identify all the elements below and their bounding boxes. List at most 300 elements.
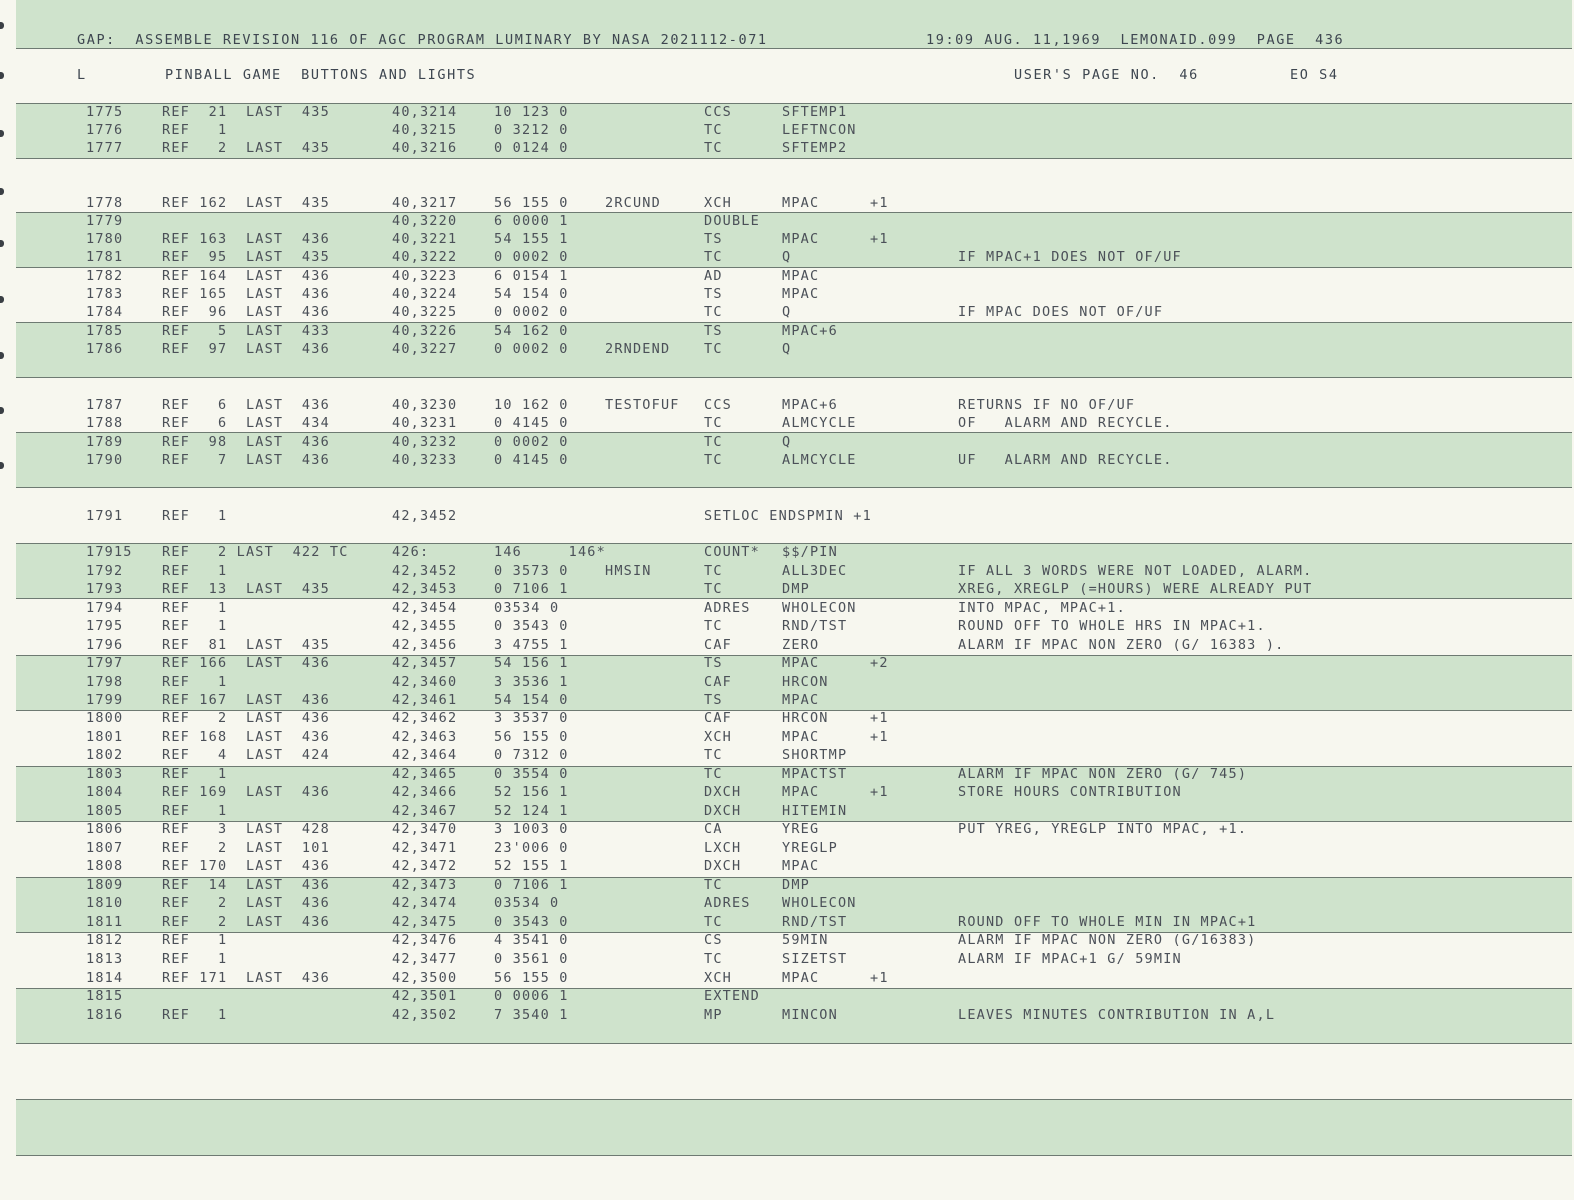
rule <box>16 1099 1572 1100</box>
object-code: 54 155 1 <box>494 231 569 247</box>
opcode: TC <box>704 434 723 450</box>
object-code: 54 156 1 <box>494 655 569 671</box>
source-comment: ALARM IF MPAC NON ZERO (G/ 745) <box>958 766 1248 782</box>
memory-address: 42,3472 <box>392 858 458 874</box>
opcode: DOUBLE <box>704 213 760 229</box>
opcode: TC <box>704 122 723 138</box>
cross-reference: REF 165 LAST 436 <box>162 286 330 302</box>
operand: Q <box>782 304 792 320</box>
memory-address: 42,3501 <box>392 988 458 1004</box>
cross-reference: REF 2 LAST 422 TC <box>162 544 349 560</box>
source-comment: ROUND OFF TO WHOLE MIN IN MPAC+1 <box>958 914 1257 930</box>
line-number: 1803 <box>86 766 124 782</box>
line-number: 1808 <box>86 858 124 874</box>
listing-row <box>0 323 1574 341</box>
listing-row <box>0 286 1574 304</box>
operand: HITEMIN <box>782 803 848 819</box>
object-code: 0 4145 0 <box>494 415 569 431</box>
object-code: 0 7106 1 <box>494 581 569 597</box>
line-number: 1779 <box>86 213 124 229</box>
source-comment: ROUND OFF TO WHOLE HRS IN MPAC+1. <box>958 618 1266 634</box>
source-comment: INTO MPAC, MPAC+1. <box>958 600 1126 616</box>
listing-header-title: GAP: ASSEMBLE REVISION 116 OF AGC PROGRAM LUMINARY BY NASA 2021112-071 <box>77 32 768 48</box>
operand: MINCON <box>782 1007 838 1023</box>
line-number: 17915 <box>86 544 133 560</box>
opcode: TC <box>704 563 723 579</box>
line-number: 1805 <box>86 803 124 819</box>
rule <box>16 1043 1572 1044</box>
operand: MPAC <box>782 195 820 211</box>
listing-row <box>0 932 1574 950</box>
object-code: 54 154 0 <box>494 692 569 708</box>
memory-address: 40,3224 <box>392 286 458 302</box>
opcode: TC <box>704 415 723 431</box>
listing-row <box>0 618 1574 636</box>
line-number: 1804 <box>86 784 124 800</box>
line-number: 1793 <box>86 581 124 597</box>
operand: MPAC <box>782 655 820 671</box>
line-number: 1781 <box>86 249 124 265</box>
memory-address: 42,3474 <box>392 895 458 911</box>
line-number: 1797 <box>86 655 124 671</box>
line-number: 1802 <box>86 747 124 763</box>
operand: MPAC+6 <box>782 397 838 413</box>
operand-offset: +1 <box>870 729 889 745</box>
listing-row <box>0 914 1574 932</box>
listing-row <box>0 747 1574 765</box>
operand: RND/TST <box>782 914 848 930</box>
object-code: 23'006 0 <box>494 840 569 856</box>
operand: HRCON <box>782 710 829 726</box>
memory-address: 42,3457 <box>392 655 458 671</box>
listing-row <box>0 581 1574 599</box>
listing-row <box>0 710 1574 728</box>
cross-reference: REF 1 <box>162 951 228 967</box>
opcode: TS <box>704 231 723 247</box>
source-comment: RETURNS IF NO OF/UF <box>958 397 1136 413</box>
memory-address: 42,3452 <box>392 563 458 579</box>
object-code: 4 3541 0 <box>494 932 569 948</box>
opcode: TC <box>704 249 723 265</box>
operand: SHORTMP <box>782 747 848 763</box>
listing-row <box>0 858 1574 876</box>
source-comment: ALARM IF MPAC+1 G/ 59MIN <box>958 951 1182 967</box>
memory-address: 40,3231 <box>392 415 458 431</box>
listing-row <box>0 821 1574 839</box>
object-code: 0 3543 0 <box>494 618 569 634</box>
memory-address: 40,3222 <box>392 249 458 265</box>
cross-reference: REF 1 <box>162 766 228 782</box>
line-number: 1780 <box>86 231 124 247</box>
memory-address: 42,3465 <box>392 766 458 782</box>
memory-address: 40,3225 <box>392 304 458 320</box>
opcode: ADRES <box>704 895 751 911</box>
operand: YREGLP <box>782 840 838 856</box>
cross-reference: REF 6 LAST 434 <box>162 415 330 431</box>
rule <box>16 48 1572 49</box>
memory-address: 42,3464 <box>392 747 458 763</box>
object-code: 0 3212 0 <box>494 122 569 138</box>
cross-reference: REF 1 <box>162 618 228 634</box>
feed-hole-mark <box>0 72 4 79</box>
operand: DMP <box>782 581 810 597</box>
line-number: 1798 <box>86 674 124 690</box>
object-code: 3 3537 0 <box>494 710 569 726</box>
opcode: TS <box>704 655 723 671</box>
listing-row <box>0 140 1574 158</box>
memory-address: 40,3230 <box>392 397 458 413</box>
object-code: 52 124 1 <box>494 803 569 819</box>
listing-row <box>0 452 1574 470</box>
rule <box>16 487 1572 488</box>
line-number: 1800 <box>86 710 124 726</box>
cross-reference: REF 13 LAST 435 <box>162 581 330 597</box>
listing-row <box>0 231 1574 249</box>
operand: MPAC <box>782 784 820 800</box>
cross-reference: REF 1 <box>162 674 228 690</box>
object-code: 0 0006 1 <box>494 988 569 1004</box>
listing-header-timestamp: 19:09 AUG. 11,1969 LEMONAID.099 PAGE 436 <box>926 32 1345 48</box>
source-label: HMSIN <box>605 563 652 579</box>
source-comment: IF MPAC+1 DOES NOT OF/UF <box>958 249 1182 265</box>
cross-reference: REF 98 LAST 436 <box>162 434 330 450</box>
opcode: XCH <box>704 195 732 211</box>
opcode: TC <box>704 914 723 930</box>
source-comment: ALARM IF MPAC NON ZERO (G/16383) <box>958 932 1257 948</box>
object-code: 3 4755 1 <box>494 637 569 653</box>
operand-offset: +1 <box>870 231 889 247</box>
line-number: 1777 <box>86 140 124 156</box>
listing-section-title: PINBALL GAME BUTTONS AND LIGHTS <box>165 67 477 83</box>
source-label: 2RNDEND <box>605 341 671 357</box>
operand: MPAC <box>782 286 820 302</box>
listing-row <box>0 122 1574 140</box>
memory-address: 42,3466 <box>392 784 458 800</box>
object-code: 0 3573 0 <box>494 563 569 579</box>
operand-offset: +1 <box>870 710 889 726</box>
line-number: 1787 <box>86 397 124 413</box>
operand: ZERO <box>782 637 820 653</box>
line-number: 1815 <box>86 988 124 1004</box>
listing-row <box>0 434 1574 452</box>
cross-reference: REF 2 LAST 436 <box>162 914 330 930</box>
cross-reference: REF 96 LAST 436 <box>162 304 330 320</box>
line-number: 1816 <box>86 1007 124 1023</box>
opcode: TC <box>704 452 723 468</box>
operand: MPAC <box>782 231 820 247</box>
object-code: 3 1003 0 <box>494 821 569 837</box>
opcode: XCH <box>704 729 732 745</box>
line-number: 1809 <box>86 877 124 893</box>
cross-reference: REF 168 LAST 436 <box>162 729 330 745</box>
object-code: 56 155 0 <box>494 195 569 211</box>
opcode: TC <box>704 747 723 763</box>
listing-row <box>0 508 1574 526</box>
opcode: MP <box>704 1007 723 1023</box>
memory-address: 40,3220 <box>392 213 458 229</box>
opcode: TC <box>704 618 723 634</box>
listing-row <box>0 766 1574 784</box>
line-number: 1776 <box>86 122 124 138</box>
cross-reference: REF 97 LAST 436 <box>162 341 330 357</box>
source-comment: ALARM IF MPAC NON ZERO (G/ 16383 ). <box>958 637 1285 653</box>
opcode: CA <box>704 821 723 837</box>
source-comment: PUT YREG, YREGLP INTO MPAC, +1. <box>958 821 1248 837</box>
object-code: 3 3536 1 <box>494 674 569 690</box>
object-code: 03534 0 <box>494 600 560 616</box>
object-code: 03534 0 <box>494 895 560 911</box>
object-code: 10 162 0 <box>494 397 569 413</box>
rule <box>16 377 1572 378</box>
object-code: 54 154 0 <box>494 286 569 302</box>
line-number: 1807 <box>86 840 124 856</box>
listing-row <box>0 951 1574 969</box>
listing-row <box>0 803 1574 821</box>
source-comment: LEAVES MINUTES CONTRIBUTION IN A,L <box>958 1007 1276 1023</box>
source-comment: XREG, XREGLP (=HOURS) WERE ALREADY PUT <box>958 581 1313 597</box>
feed-hole-mark <box>0 22 4 29</box>
cross-reference: REF 171 LAST 436 <box>162 970 330 986</box>
operand: SFTEMP2 <box>782 140 848 156</box>
line-number: 1806 <box>86 821 124 837</box>
opcode: CCS <box>704 104 732 120</box>
listing-row <box>0 784 1574 802</box>
opcode: TC <box>704 140 723 156</box>
source-label: TESTOFUF <box>605 397 680 413</box>
opcode: CCS <box>704 397 732 413</box>
operand: Q <box>782 434 792 450</box>
line-number: 1786 <box>86 341 124 357</box>
operand: MPAC <box>782 268 820 284</box>
listing-row <box>0 268 1574 286</box>
listing-row <box>0 249 1574 267</box>
object-code: 0 0002 0 <box>494 249 569 265</box>
cross-reference: REF 81 LAST 435 <box>162 637 330 653</box>
memory-address: 40,3221 <box>392 231 458 247</box>
object-code: 0 4145 0 <box>494 452 569 468</box>
listing-row <box>0 895 1574 913</box>
cross-reference: REF 1 <box>162 600 228 616</box>
listing-row <box>0 877 1574 895</box>
feed-hole-mark <box>0 188 4 195</box>
object-code: 6 0000 1 <box>494 213 569 229</box>
object-code: 0 3561 0 <box>494 951 569 967</box>
cross-reference: REF 167 LAST 436 <box>162 692 330 708</box>
operand: WHOLECON <box>782 600 857 616</box>
opcode: TS <box>704 692 723 708</box>
memory-address: 42,3473 <box>392 877 458 893</box>
cross-reference: REF 21 LAST 435 <box>162 104 330 120</box>
opcode: TC <box>704 951 723 967</box>
opcode: TC <box>704 304 723 320</box>
cross-reference: REF 4 LAST 424 <box>162 747 330 763</box>
cross-reference: REF 2 LAST 101 <box>162 840 330 856</box>
memory-address: 42,3502 <box>392 1007 458 1023</box>
cross-reference: REF 2 LAST 436 <box>162 895 330 911</box>
line-number: 1790 <box>86 452 124 468</box>
opcode: TC <box>704 341 723 357</box>
listing-row <box>0 840 1574 858</box>
line-number: 1811 <box>86 914 124 930</box>
operand: ALMCYCLE <box>782 452 857 468</box>
opcode: CAF <box>704 637 732 653</box>
opcode: DXCH <box>704 858 742 874</box>
cross-reference: REF 2 LAST 435 <box>162 140 330 156</box>
opcode: TC <box>704 877 723 893</box>
cross-reference: REF 163 LAST 436 <box>162 231 330 247</box>
object-code: 146 146* <box>494 544 606 560</box>
listing-row <box>0 213 1574 231</box>
line-number: 1778 <box>86 195 124 211</box>
cross-reference: REF 169 LAST 436 <box>162 784 330 800</box>
listing-row <box>0 692 1574 710</box>
listing-row <box>0 600 1574 618</box>
cross-reference: REF 14 LAST 436 <box>162 877 330 893</box>
memory-address: 42,3461 <box>392 692 458 708</box>
cross-reference: REF 5 LAST 433 <box>162 323 330 339</box>
listing-row <box>0 397 1574 415</box>
rule <box>16 1155 1572 1156</box>
object-code: 0 0002 0 <box>494 304 569 320</box>
operand: 59MIN <box>782 932 829 948</box>
object-code: 6 0154 1 <box>494 268 569 284</box>
opcode: ADRES <box>704 600 751 616</box>
object-code: 0 0002 0 <box>494 434 569 450</box>
object-code: 56 155 0 <box>494 970 569 986</box>
operand: LEFTNCON <box>782 122 857 138</box>
cross-reference: REF 7 LAST 436 <box>162 452 330 468</box>
object-code: 0 0002 0 <box>494 341 569 357</box>
listing-row <box>0 729 1574 747</box>
memory-address: 42,3500 <box>392 970 458 986</box>
memory-address: 42,3471 <box>392 840 458 856</box>
operand: Q <box>782 341 792 357</box>
memory-address: 42,3455 <box>392 618 458 634</box>
cross-reference: REF 1 <box>162 803 228 819</box>
line-number: 1789 <box>86 434 124 450</box>
opcode: AD <box>704 268 723 284</box>
listing-row <box>0 637 1574 655</box>
opcode: TS <box>704 286 723 302</box>
object-code: 0 7312 0 <box>494 747 569 763</box>
object-code: 54 162 0 <box>494 323 569 339</box>
line-number: 1775 <box>86 104 124 120</box>
cross-reference: REF 164 LAST 436 <box>162 268 330 284</box>
memory-address: 40,3227 <box>392 341 458 357</box>
memory-address: 42,3460 <box>392 674 458 690</box>
line-number: 1783 <box>86 286 124 302</box>
memory-address: 42,3470 <box>392 821 458 837</box>
rule <box>16 158 1572 159</box>
object-code: 56 155 0 <box>494 729 569 745</box>
cross-reference: REF 2 LAST 436 <box>162 710 330 726</box>
source-label: 2RCUND <box>605 195 661 211</box>
cross-reference: REF 170 LAST 436 <box>162 858 330 874</box>
opcode: CAF <box>704 674 732 690</box>
listing-eo-code: EO S4 <box>1290 67 1339 83</box>
line-number: 1796 <box>86 637 124 653</box>
cross-reference: REF 1 <box>162 122 228 138</box>
memory-address: 426: <box>392 544 430 560</box>
cross-reference: REF 162 LAST 435 <box>162 195 330 211</box>
line-number: 1799 <box>86 692 124 708</box>
operand: SIZETST <box>782 951 848 967</box>
memory-address: 42,3452 <box>392 508 458 524</box>
line-number: 1794 <box>86 600 124 616</box>
cross-reference: REF 1 <box>162 932 228 948</box>
memory-address: 42,3453 <box>392 581 458 597</box>
operand: ALL3DEC <box>782 563 848 579</box>
operand-offset: +1 <box>870 970 889 986</box>
object-code: 0 3543 0 <box>494 914 569 930</box>
opcode: SETLOC ENDSPMIN +1 <box>704 508 872 524</box>
opcode: TC <box>704 766 723 782</box>
memory-address: 40,3226 <box>392 323 458 339</box>
line-number: 1795 <box>86 618 124 634</box>
cross-reference: REF 6 LAST 436 <box>162 397 330 413</box>
operand-offset: +1 <box>870 195 889 211</box>
source-comment: OF ALARM AND RECYCLE. <box>958 415 1173 431</box>
listing-row <box>0 304 1574 322</box>
line-number: 1782 <box>86 268 124 284</box>
listing-header-flag: L <box>77 67 87 83</box>
cross-reference: REF 166 LAST 436 <box>162 655 330 671</box>
operand: DMP <box>782 877 810 893</box>
green-bar <box>16 1099 1572 1155</box>
memory-address: 42,3467 <box>392 803 458 819</box>
memory-address: 40,3215 <box>392 122 458 138</box>
listing-row <box>0 1007 1574 1025</box>
source-comment: IF ALL 3 WORDS WERE NOT LOADED, ALARM. <box>958 563 1313 579</box>
line-number: 1813 <box>86 951 124 967</box>
opcode: COUNT* <box>704 544 760 560</box>
object-code: 52 156 1 <box>494 784 569 800</box>
object-code: 52 155 1 <box>494 858 569 874</box>
source-comment: IF MPAC DOES NOT OF/UF <box>958 304 1164 320</box>
memory-address: 42,3456 <box>392 637 458 653</box>
cross-reference: REF 1 <box>162 563 228 579</box>
object-code: 0 3554 0 <box>494 766 569 782</box>
operand: WHOLECON <box>782 895 857 911</box>
opcode: XCH <box>704 970 732 986</box>
object-code: 10 123 0 <box>494 104 569 120</box>
memory-address: 42,3463 <box>392 729 458 745</box>
listing-row <box>0 341 1574 359</box>
memory-address: 40,3233 <box>392 452 458 468</box>
operand: $$/PIN <box>782 544 838 560</box>
memory-address: 42,3476 <box>392 932 458 948</box>
object-code: 7 3540 1 <box>494 1007 569 1023</box>
operand: RND/TST <box>782 618 848 634</box>
operand: MPAC <box>782 729 820 745</box>
listing-row <box>0 655 1574 673</box>
line-number: 1792 <box>86 563 124 579</box>
listing-row <box>0 674 1574 692</box>
memory-address: 40,3216 <box>392 140 458 156</box>
listing-row <box>0 988 1574 1006</box>
operand: YREG <box>782 821 820 837</box>
cross-reference: REF 3 LAST 428 <box>162 821 330 837</box>
memory-address: 42,3462 <box>392 710 458 726</box>
opcode: EXTEND <box>704 988 760 1004</box>
operand: MPAC+6 <box>782 323 838 339</box>
line-number: 1810 <box>86 895 124 911</box>
opcode: CS <box>704 932 723 948</box>
memory-address: 42,3454 <box>392 600 458 616</box>
listing-row <box>0 563 1574 581</box>
listing-row <box>0 970 1574 988</box>
object-code: 0 7106 1 <box>494 877 569 893</box>
